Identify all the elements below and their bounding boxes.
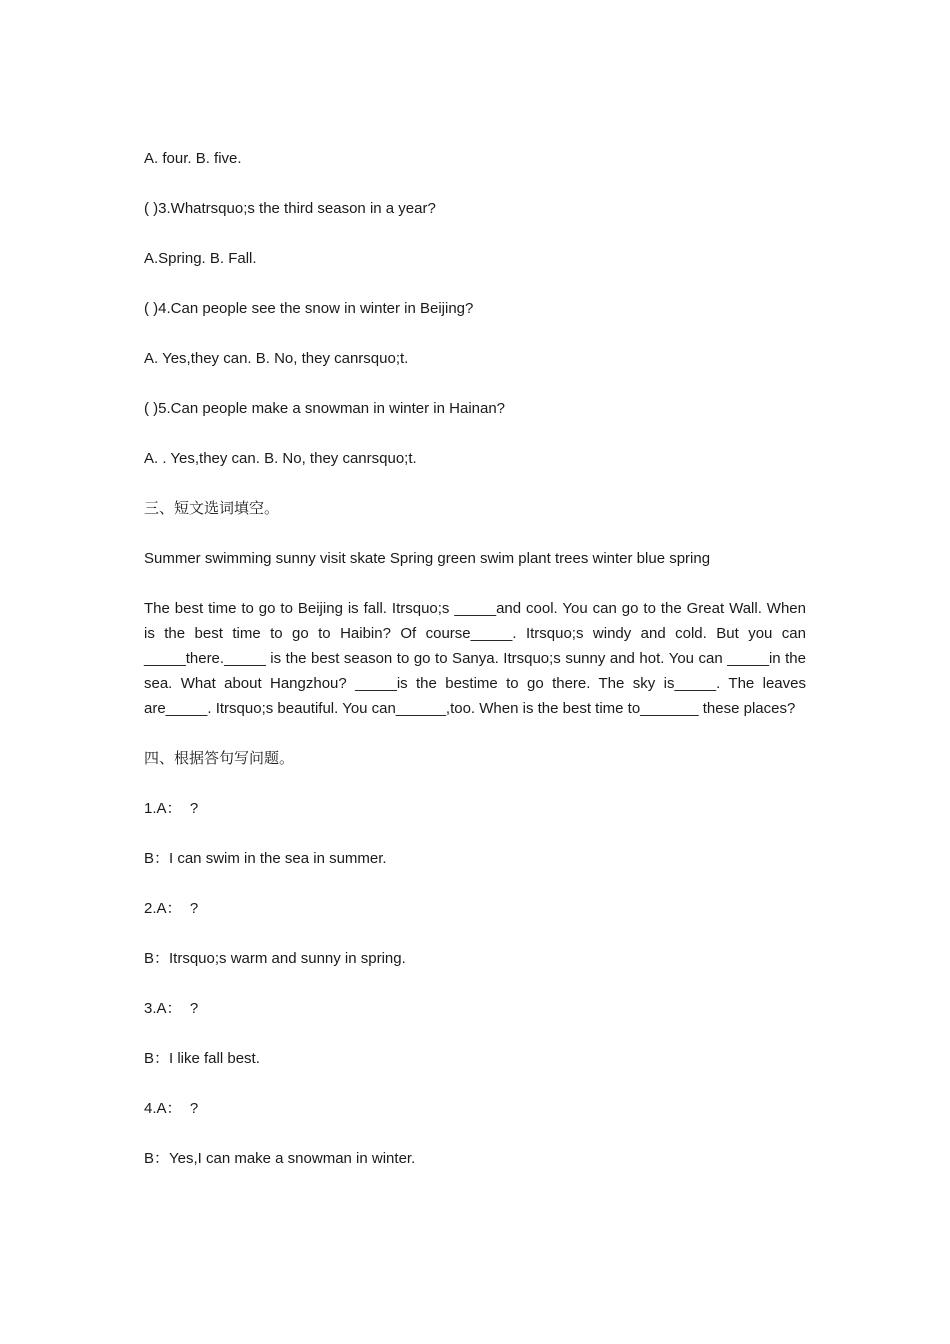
document-body — [144, 146, 811, 1196]
dialogue-1-answer: B：I can swim in the sea in summer. — [144, 850, 387, 867]
word-bank: Summer swimming sunny visit skate Spring green swim plant trees winter blue spring — [144, 550, 711, 567]
dialogue-3-answer: B：I like fall best. — [144, 1050, 260, 1067]
question-4: ( )4.Can people see the snow in winter in Beijing? — [144, 300, 474, 317]
question-3-options: A.Spring. B. Fall. — [144, 250, 257, 267]
dialogue-4-answer: B：Yes,I can make a snowman in winter. — [144, 1150, 416, 1167]
dialogue-1-question: 1.A： ? — [144, 800, 199, 817]
question-4-options: A. Yes,they can. B. No, they canrsquo;t. — [144, 350, 409, 367]
question-2-options: A. four. B. five. — [144, 150, 242, 167]
section-3-heading: 三、短文选词填空。 — [144, 499, 280, 517]
dialogue-2-answer: B：Itrsquo;s warm and sunny in spring. — [144, 950, 406, 967]
dialogue-4-question: 4.A： ? — [144, 1100, 199, 1117]
dialogue-3-question: 3.A： ? — [144, 1000, 199, 1017]
question-5: ( )5.Can people make a snowman in winter in Hainan? — [144, 400, 506, 417]
section-4-heading: 四、根据答句写问题。 — [144, 749, 295, 767]
question-5-options: A. . Yes,they can. B. No, they canrsquo;t. — [144, 450, 417, 467]
question-3: ( )3.Whatrsquo;s the third season in a year? — [144, 200, 436, 217]
cloze-passage: The best time to go to Beijing is fall. Itrsquo;s _____and cool. You can go to the Great Wall. When is the best time to go to Haibin? Of course_____. Itrsquo;s windy and cold. But you can _____there._____ is the best season to go to Sanya. Itrsquo;s sunny and hot. You can _____in the sea. What about Hangzhou? _____is the bestime to go there. The sky is_____. The leaves are_____. Itrsquo;s beautiful. You can______,too. When is the best time to_______ these places? — [144, 600, 811, 717]
dialogue-2-question: 2.A： ? — [144, 900, 199, 917]
